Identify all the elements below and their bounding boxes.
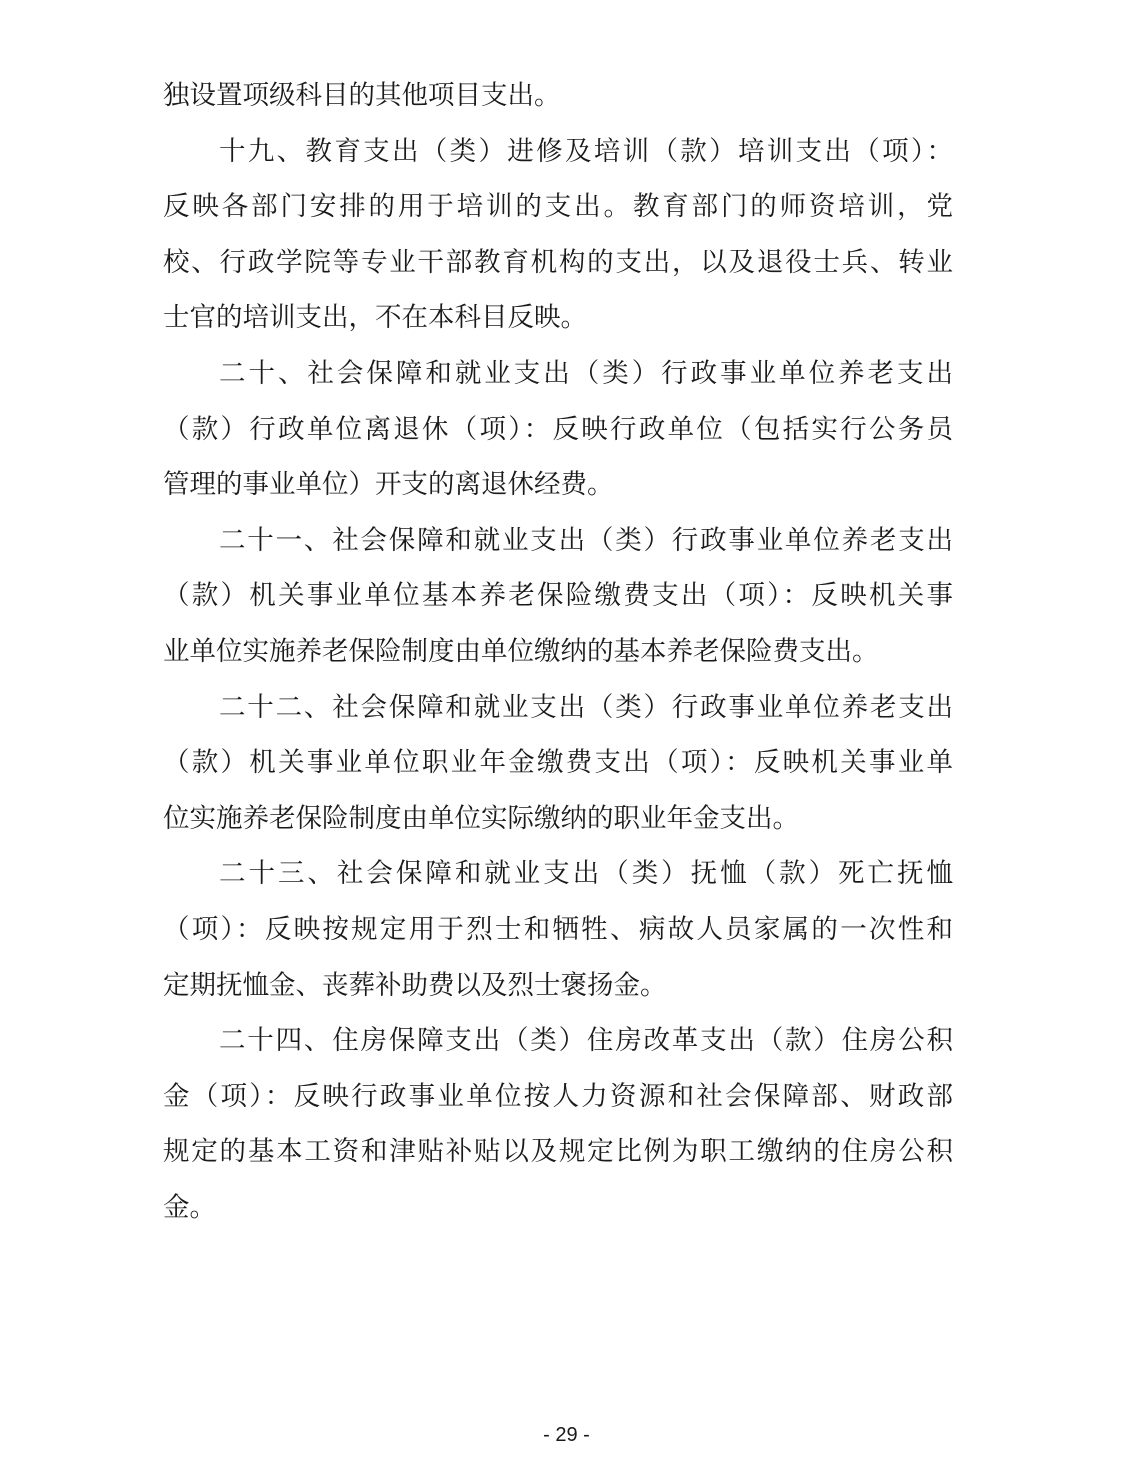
text-line: 业单位实施养老保险制度由单位缴纳的基本养老保险费支出。	[163, 635, 879, 667]
text-line: （项）：反映按规定用于烈士和牺牲、病故人员家属的一次性和	[163, 913, 953, 945]
text-line: 十九、教育支出（类）进修及培训（款）培训支出（项）：	[219, 135, 953, 167]
text-line: 定期抚恤金、丧葬补助费以及烈士褒扬金。	[163, 969, 667, 1001]
text-line: 二十一、社会保障和就业支出（类）行政事业单位养老支出	[219, 524, 953, 556]
text-line: 金。	[163, 1191, 216, 1223]
text-line: 二十二、社会保障和就业支出（类）行政事业单位养老支出	[219, 691, 953, 723]
text-line: 反映各部门安排的用于培训的支出。教育部门的师资培训，党	[163, 191, 953, 223]
text-line: 二十四、住房保障支出（类）住房改革支出（款）住房公积	[219, 1025, 953, 1057]
text-line: 独设置项级科目的其他项目支出。	[163, 80, 561, 111]
text-line: 二十、社会保障和就业支出（类）行政事业单位养老支出	[219, 357, 953, 389]
text-line: （款）机关事业单位职业年金缴费支出（项）：反映机关事业单	[163, 747, 953, 779]
text-line: 管理的事业单位）开支的离退休经费。	[163, 469, 614, 501]
text-line: 位实施养老保险制度由单位实际缴纳的职业年金支出。	[163, 802, 799, 834]
document-body	[163, 68, 953, 1235]
text-line: （款）机关事业单位基本养老保险缴费支出（项）：反映机关事	[163, 580, 953, 612]
text-line: 金（项）：反映行政事业单位按人力资源和社会保障部、财政部	[163, 1080, 953, 1112]
text-line: 校、行政学院等专业干部教育机构的支出，以及退役士兵、转业	[163, 246, 953, 278]
text-line: 二十三、社会保障和就业支出（类）抚恤（款）死亡抚恤	[219, 858, 953, 890]
page-number: - 29 -	[543, 1424, 590, 1446]
text-line: 士官的培训支出，不在本科目反映。	[163, 302, 587, 334]
text-line: （款）行政单位离退休（项）：反映行政单位（包括实行公务员	[163, 413, 953, 445]
text-line: 规定的基本工资和津贴补贴以及规定比例为职工缴纳的住房公积	[163, 1136, 953, 1168]
